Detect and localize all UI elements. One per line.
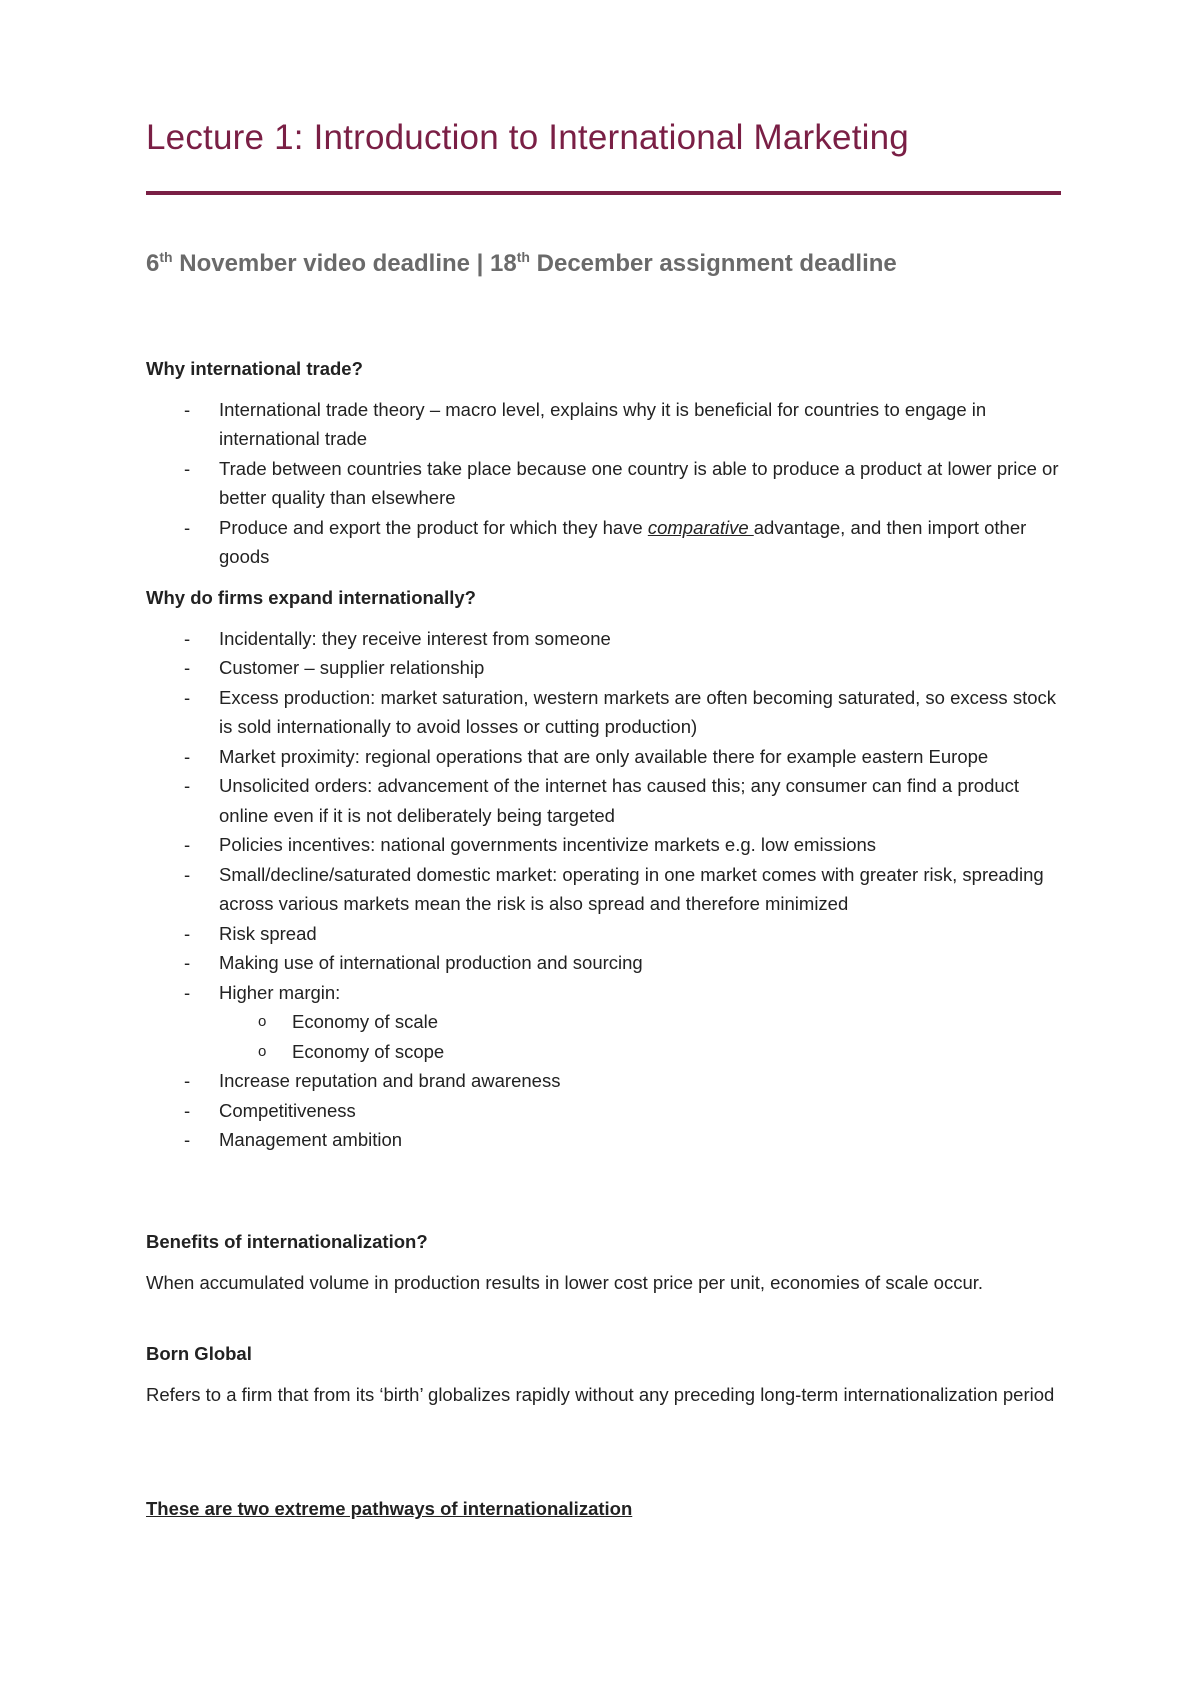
deadline-subtitle	[146, 250, 897, 278]
list-item-text: Incidentally: they receive interest from someone	[219, 627, 611, 649]
emphasized-term: comparative	[647, 516, 754, 538]
list-item-text: Higher margin:	[219, 981, 341, 1003]
subtitle-text-2: December assignment deadline	[529, 250, 897, 277]
section-paragraph: Refers to a firm that from its ‘birth’ globalizes rapidly without any preceding long-term internationalization period	[146, 1383, 1055, 1405]
dash-marker: -	[184, 686, 191, 708]
section-heading: Born Global	[146, 1343, 252, 1364]
subtitle-superscript-2: th	[516, 249, 530, 265]
list-item	[146, 624, 1061, 654]
list-item-text: Small/decline/saturated domestic market: operating in one market comes with greater risk, spreading across various markets mean the risk is also spread and therefore minimized	[219, 863, 1044, 914]
section-heading: These are two extreme pathways of internationalization	[146, 1498, 633, 1519]
list-item	[146, 513, 1061, 572]
dash-marker: -	[184, 657, 191, 678]
list-item-text: Risk spread	[219, 922, 317, 944]
list-item-text: Policies incentives: national governments incentivize markets e.g. low emissions	[219, 834, 877, 855]
list-item-text: Unsolicited orders: advancement of the internet has caused this; any consumer can find a product online even if it is not deliberately being targeted	[219, 775, 1020, 826]
dash-marker: -	[184, 398, 191, 420]
subtitle-day-1: 6	[146, 250, 160, 277]
circle-marker: o	[258, 1013, 267, 1030]
sub-list-item-text: Economy of scope	[292, 1040, 445, 1062]
list-item-text: Trade between countries take place because one country is able to produce a product at lower price or better quality than elsewhere	[219, 457, 1059, 508]
subtitle-superscript-1: th	[159, 249, 173, 265]
dash-marker: -	[184, 981, 191, 1003]
section-heading: Why do firms expand internationally?	[146, 587, 476, 608]
dash-marker: -	[184, 457, 191, 479]
dash-marker: -	[184, 1099, 191, 1121]
list-item	[146, 860, 1061, 919]
list-item-text-end: advantage, and then import other goods	[219, 516, 1027, 567]
list-item	[146, 1125, 1061, 1155]
dash-marker: -	[184, 863, 191, 885]
dash-marker: -	[184, 952, 191, 973]
list-item	[146, 395, 1061, 454]
list-item	[146, 919, 1061, 949]
list-item-text: Making use of international production and sourcing	[219, 952, 643, 973]
dash-marker: -	[184, 834, 191, 855]
sub-list-item-text: Economy of scale	[292, 1011, 439, 1032]
sub-bullet-list	[146, 1007, 1061, 1066]
bullet-list	[146, 624, 1061, 1155]
list-item	[146, 1066, 1061, 1096]
section-benefits	[146, 1227, 1061, 1297]
section-paragraph: When accumulated volume in production results in lower cost price per unit, economies of scale occur.	[146, 1271, 984, 1293]
section-why-international-trade	[146, 354, 1061, 572]
list-item	[146, 978, 1061, 1067]
circle-marker: o	[258, 1042, 267, 1060]
dash-marker: -	[184, 1129, 191, 1150]
list-item-text-start: Produce and export the product for which they have	[219, 516, 648, 538]
dash-marker: -	[184, 922, 191, 944]
title-divider	[146, 191, 1061, 195]
list-item	[146, 771, 1061, 830]
sub-list-item	[146, 1037, 1061, 1067]
list-item	[146, 742, 1061, 772]
dash-marker: -	[184, 516, 191, 538]
section-heading: Benefits of internationalization?	[146, 1231, 428, 1252]
list-item	[146, 454, 1061, 513]
section-pathways	[146, 1494, 1061, 1524]
section-born-global	[146, 1339, 1061, 1409]
list-item-text: Customer – supplier relationship	[219, 657, 485, 678]
list-item-text: Management ambition	[219, 1129, 403, 1150]
page-title: Lecture 1: Introduction to International Marketing	[146, 118, 909, 157]
list-item	[146, 830, 1061, 860]
list-item	[146, 948, 1061, 978]
list-item	[146, 683, 1061, 742]
dash-marker: -	[184, 745, 191, 767]
list-item	[146, 653, 1061, 683]
section-heading: Why international trade?	[146, 358, 363, 379]
list-item-text: Market proximity: regional operations that are only available there for example eastern Europe	[219, 745, 989, 767]
bullet-list	[146, 395, 1061, 572]
dash-marker: -	[184, 627, 191, 649]
list-item-text: Increase reputation and brand awareness	[219, 1070, 561, 1091]
section-why-firms-expand	[146, 583, 1061, 1155]
subtitle-text-1: November video deadline | 18	[172, 250, 517, 277]
list-item-text: International trade theory – macro level, explains why it is beneficial for countries to engage in international trade	[219, 398, 987, 449]
list-item	[146, 1096, 1061, 1126]
list-item-text: Excess production: market saturation, western markets are often becoming saturated, so excess stock is sold internationally to avoid losses or cutting production)	[219, 686, 1056, 737]
dash-marker: -	[184, 1070, 191, 1091]
dash-marker: -	[184, 775, 191, 796]
sub-list-item	[146, 1007, 1061, 1037]
list-item-text: Competitiveness	[219, 1099, 356, 1121]
